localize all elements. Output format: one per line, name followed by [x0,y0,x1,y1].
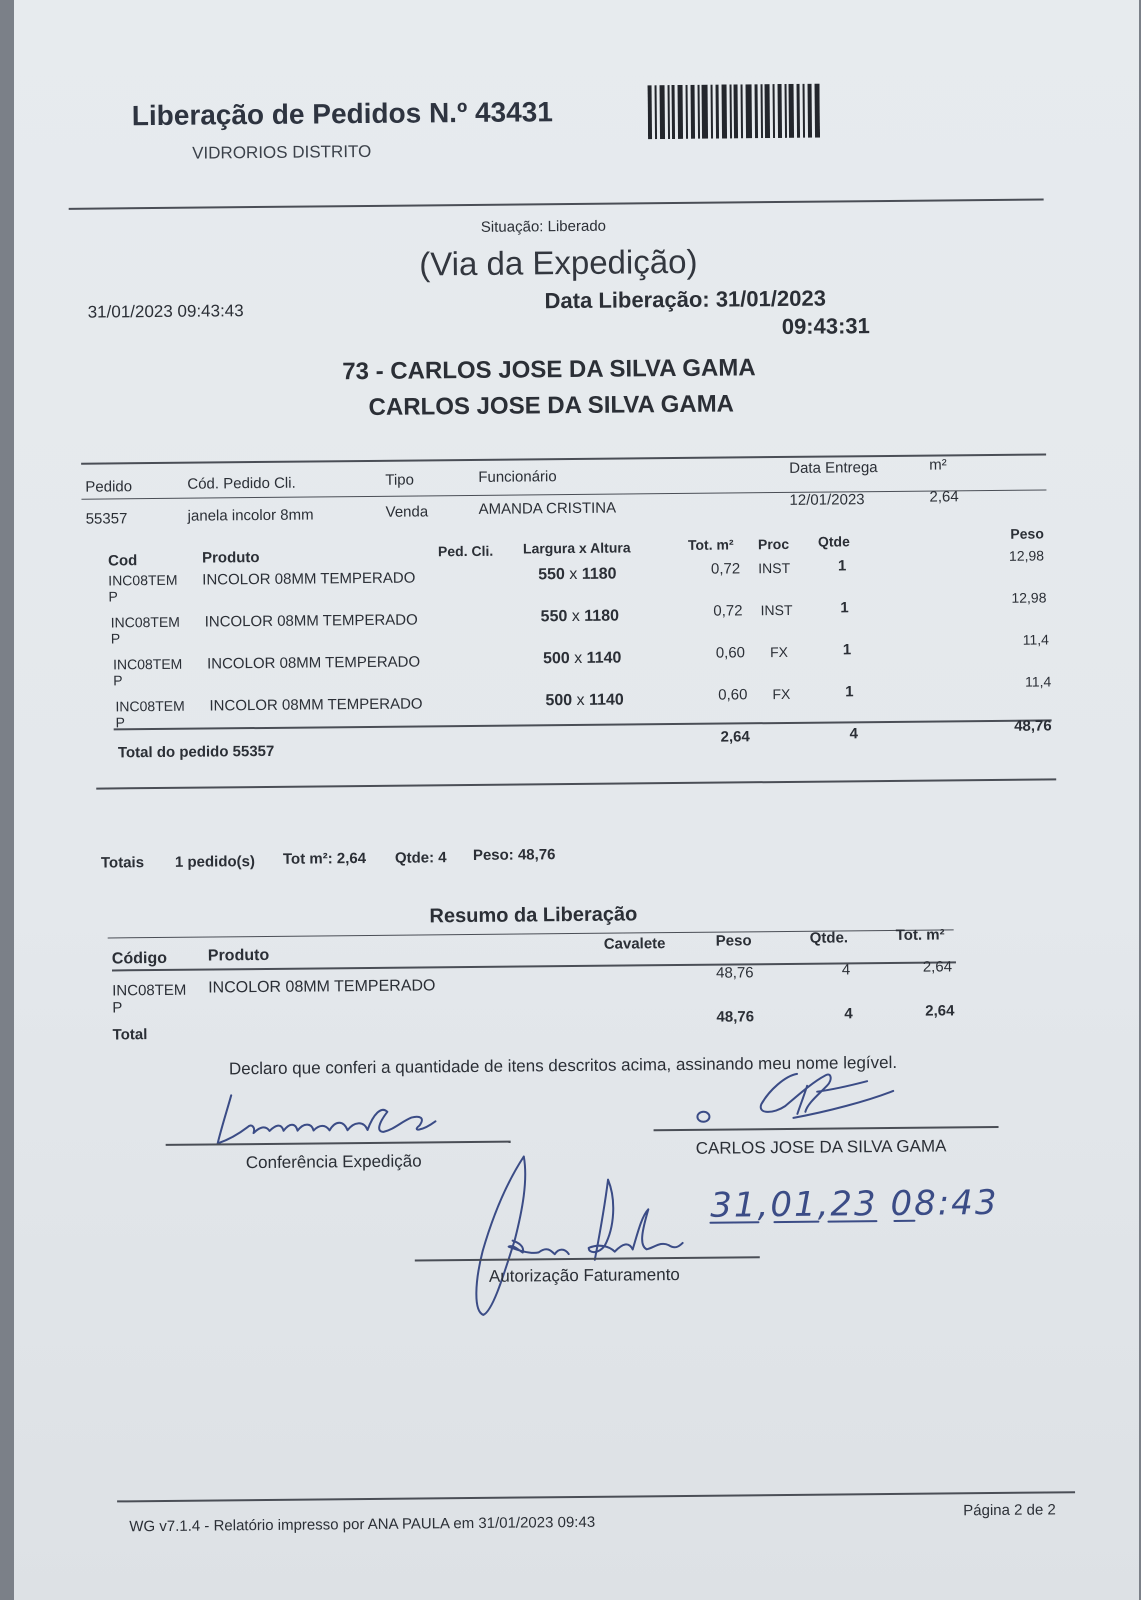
summary-col-codigo: Código [111,949,168,968]
status-text: Situação: Liberado [480,217,607,236]
label-client-name: CARLOS JOSE DA SILVA GAMA [695,1136,947,1158]
summary-col-tot-m2: Tot. m² [895,926,945,944]
item-cod: INC08TEM P [115,697,185,731]
item-produto: INCOLOR 08MM TEMPERADO [209,695,423,715]
item-cod: INC08TEM P [108,571,178,605]
summary-row-qtde: 4 [841,961,851,979]
item-dims: 500 x 1140 [545,691,624,710]
item-qtde: 1 [845,683,854,701]
items-col-dims: Largura x Altura [522,539,631,557]
item-dims: 550 x 1180 [540,607,620,626]
item-proc: INST [760,601,793,619]
footer-page-number: Página 2 de 2 [963,1501,1056,1520]
signature-conferencia [197,1085,458,1157]
order-cod-pedido-cli: janela incolor 8mm [187,506,314,525]
client-code-name: 73 - CARLOS JOSE DA SILVA GAMA [342,354,756,386]
company-name: VIDRORIOS DISTRITO [192,141,372,163]
items-col-tot-m2: Tot. m² [687,536,734,553]
copy-type-title: (Via da Expedição) [419,242,698,283]
label-autorizacao-faturamento: Autorização Faturamento [488,1265,680,1286]
summary-row-peso: 48,76 [715,964,754,982]
order-total-rule [114,719,1052,730]
col-tipo: Tipo [385,471,415,489]
paper-sheet [14,0,1139,1600]
label-conferencia-expedicao: Conferência Expedição [245,1151,422,1173]
summary-row-codigo: INC08TEM P [112,981,187,1017]
order-total-qtde: 4 [849,725,859,743]
item-qtde: 1 [840,599,849,617]
release-date: Data Liberação: 31/01/2023 [544,285,826,314]
totals-pedidos: 1 pedido(s) [174,853,256,871]
item-produto: INCOLOR 08MM TEMPERADO [204,611,418,631]
summary-total-tot-m2: 2,64 [925,1002,955,1020]
item-dims: 550 x 1180 [538,565,617,584]
item-proc: FX [772,685,791,703]
item-peso: 11,4 [1024,673,1052,690]
item-produto: INCOLOR 08MM TEMPERADO [206,653,421,673]
totals-m2: Tot m²: 2,64 [282,850,367,868]
item-produto: INCOLOR 08MM TEMPERADO [202,569,416,589]
item-peso: 12,98 [1011,589,1047,606]
item-dims: 500 x 1140 [542,649,622,668]
declaration-text: Declaro que conferi a quantidade de itens descritos acima, assinando meu nome legível. [228,1052,898,1079]
item-cod: INC08TEM P [112,655,183,689]
order-m2: 2,64 [929,488,959,506]
items-col-cod: Cod [107,552,138,570]
col-pedido: Pedido [85,478,133,496]
items-col-qtde: Qtde [817,533,850,550]
item-peso: 11,4 [1022,631,1049,648]
barcode [648,84,821,140]
signature-autorizacao [438,1149,700,1321]
col-data-entrega: Data Entrega [789,459,878,477]
order-funcionario: AMANDA CRISTINA [478,499,617,518]
totals-peso: Peso: 48,76 [472,846,556,864]
item-cod: INC08TEM P [110,613,180,647]
item-qtde: 1 [837,557,847,575]
col-cod-pedido-cli: Cód. Pedido Cli. [187,474,296,493]
summary-col-qtde: Qtde. [809,929,849,947]
item-tot-m2: 0,60 [718,686,748,704]
summary-col-cavalete: Cavalete [603,935,666,953]
header-divider [69,198,1044,209]
items-col-ped-cli: Ped. Cli. [437,542,494,560]
order-table-top-rule [81,453,1046,464]
order-pedido: 55357 [85,510,128,528]
summary-col-peso: Peso [715,932,752,950]
item-proc: INST [758,559,791,577]
col-m2: m² [929,456,947,474]
item-tot-m2: 0,60 [715,644,746,662]
items-col-peso: Peso [1010,525,1044,542]
item-qtde: 1 [842,641,852,659]
footer-printed-by: WG v7.1.4 - Relatório impresso por ANA PAULA em 31/01/2023 09:43 [129,1513,596,1536]
item-tot-m2: 0,72 [710,560,741,578]
summary-total-qtde: 4 [844,1005,853,1023]
order-section-bottom-rule [96,778,1056,789]
client-name: CARLOS JOSE DA SILVA GAMA [368,390,735,421]
summary-row-produto: INCOLOR 08MM TEMPERADO [208,977,436,997]
items-col-proc: Proc [757,535,790,553]
footer-rule [117,1491,1075,1502]
release-document [14,0,1139,1600]
release-time: 09:43:31 [781,313,870,339]
totals-label: Totais [100,854,145,872]
item-proc: FX [769,643,788,661]
col-funcionario: Funcionário [478,468,557,486]
summary-row-tot-m2: 2,64 [922,958,953,976]
summary-total-peso: 48,76 [716,1008,755,1026]
handwritten-date-drawing [708,1174,999,1237]
summary-title: Resumo da Liberação [429,903,638,928]
order-total-label: Total do pedido 55357 [117,742,275,762]
item-tot-m2: 0,72 [713,602,743,620]
item-peso: 12,98 [1008,547,1045,564]
summary-col-produto: Produto [207,946,270,965]
order-total-peso: 48,76 [1014,717,1052,735]
totals-qtde: Qtde: 4 [394,849,447,867]
order-data-entrega: 12/01/2023 [789,491,865,509]
svg-text:31,01,23 08:43: 31,01,23 08:43 [710,1182,999,1226]
order-total-m2: 2,64 [720,728,750,746]
document-title: Liberação de Pedidos N.º 43431 [131,96,554,132]
order-tipo: Venda [385,503,429,521]
summary-total-label: Total [112,1026,148,1044]
items-col-produto: Produto [201,549,260,567]
printed-datetime: 31/01/2023 09:43:43 [87,301,244,322]
